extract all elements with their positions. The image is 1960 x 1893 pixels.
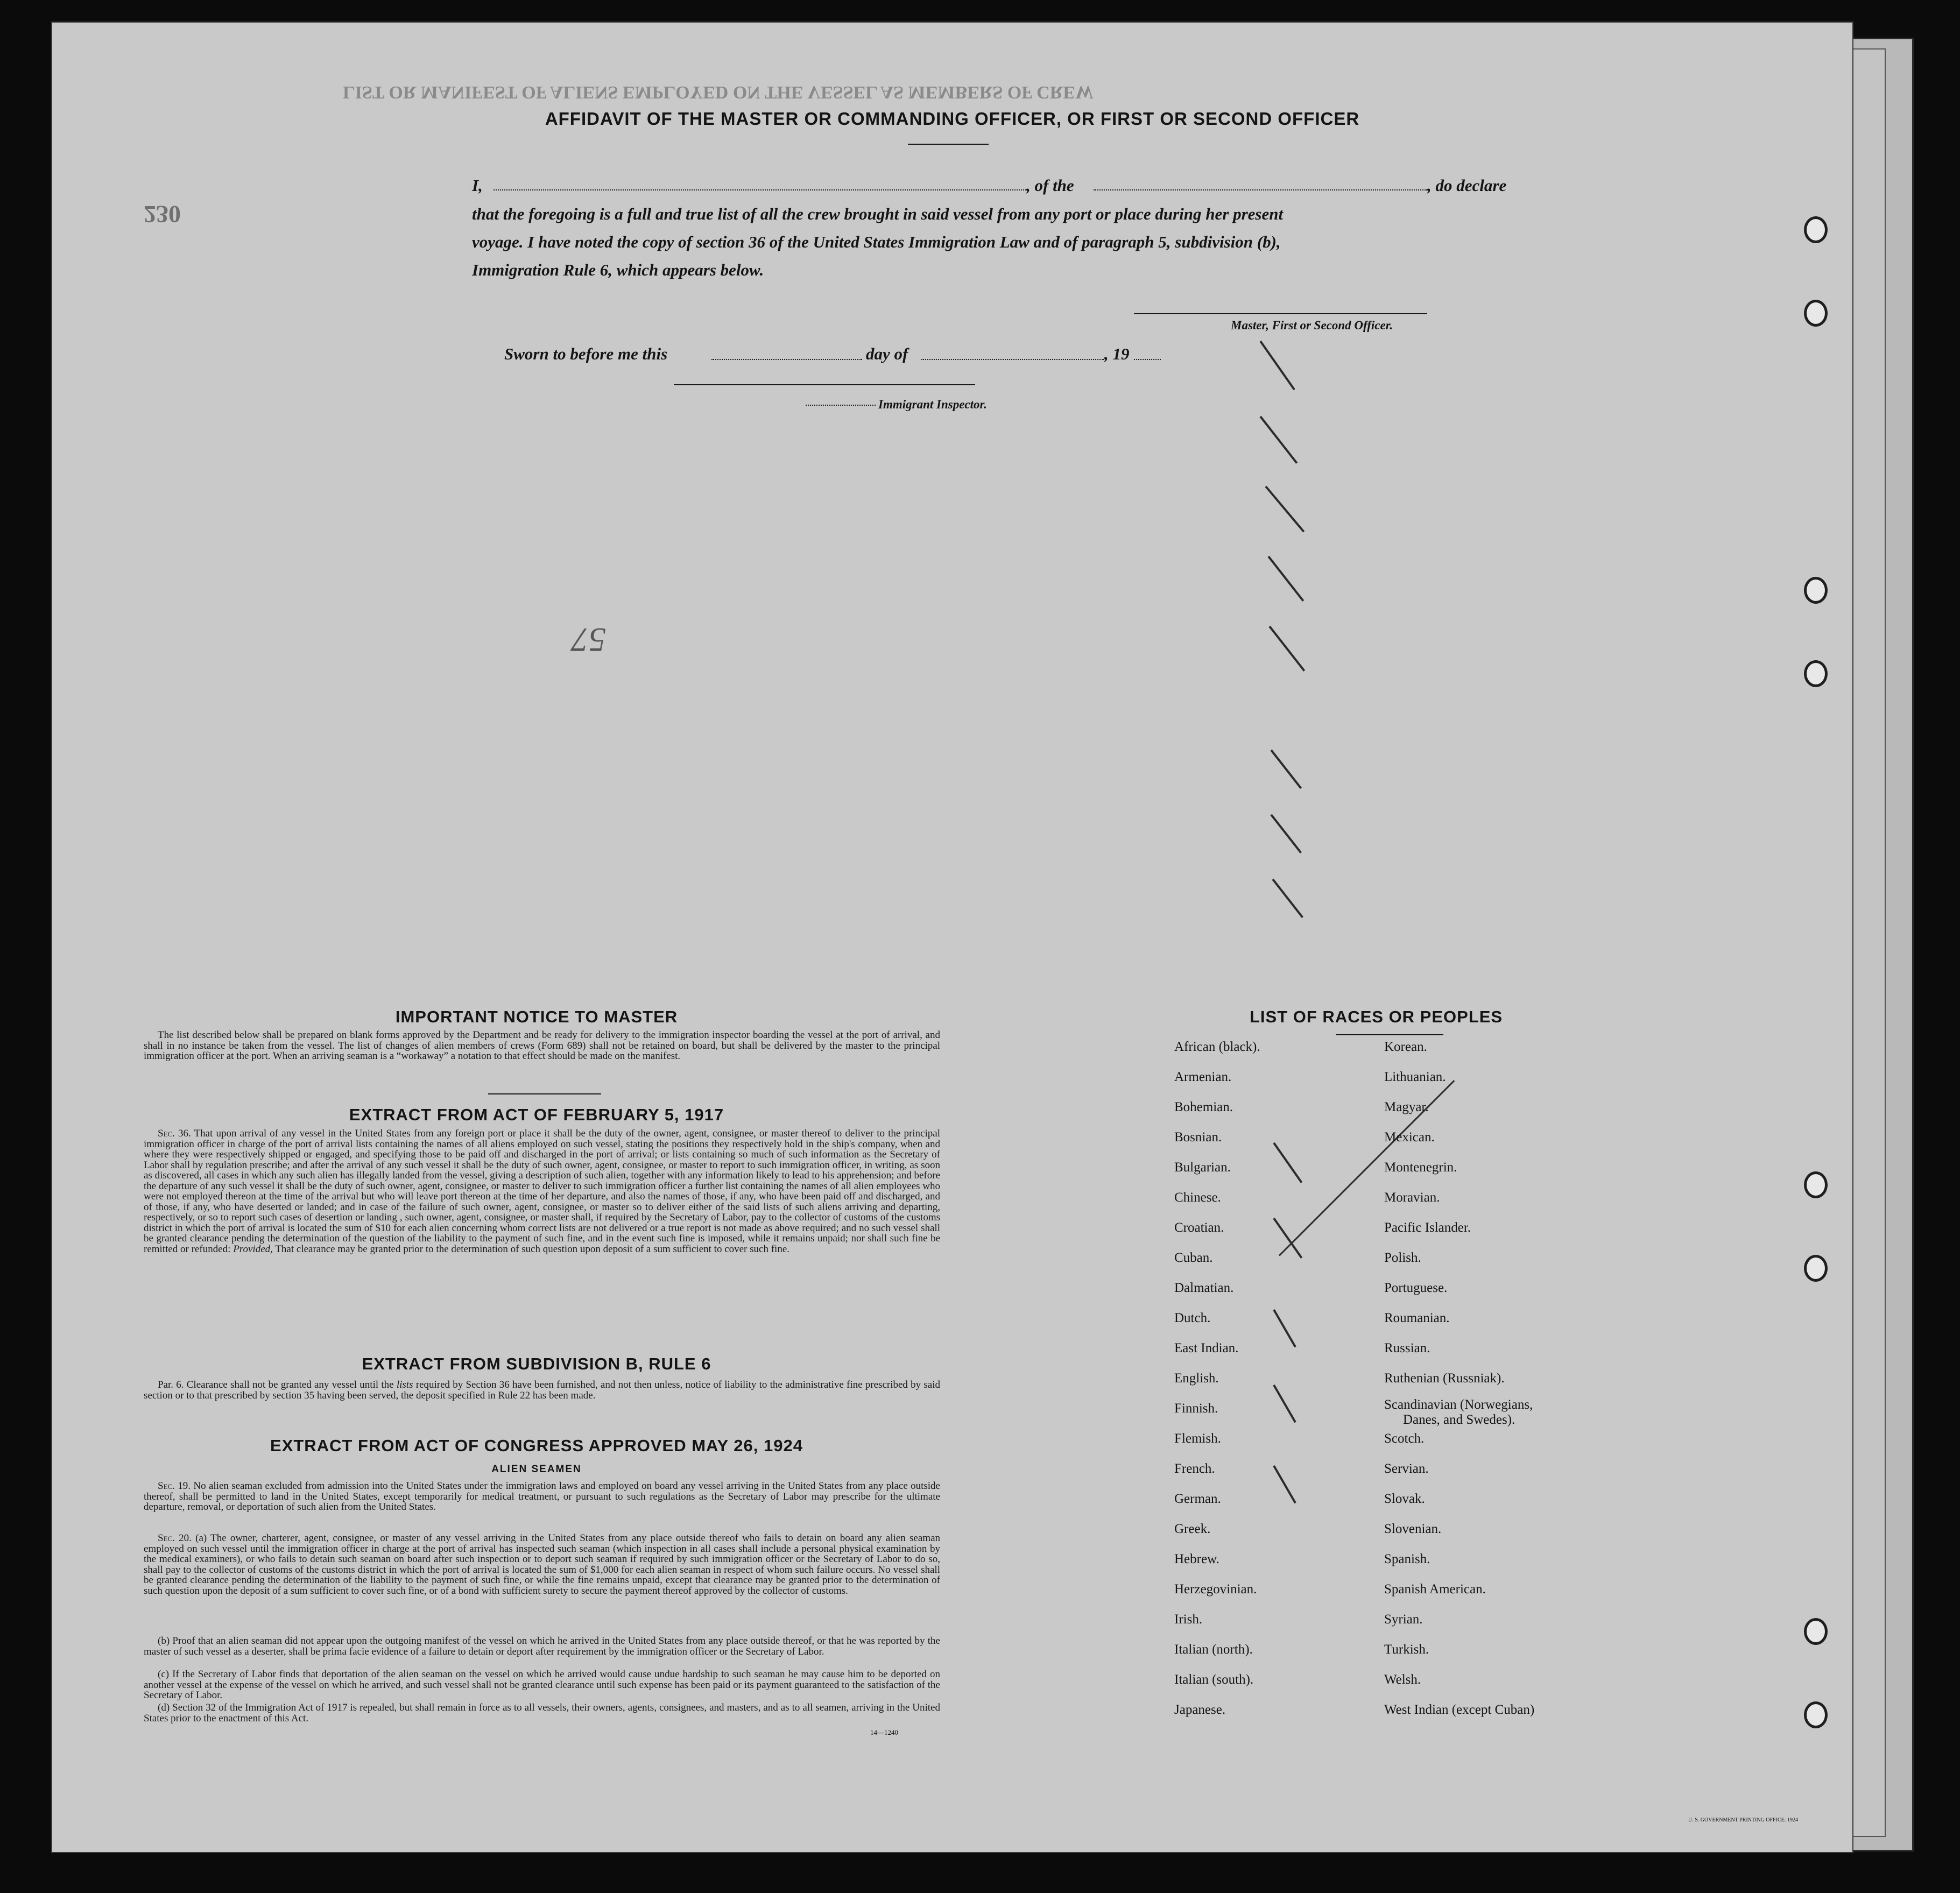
race-item: Roumanian. xyxy=(1384,1311,1450,1325)
race-item: Cuban. xyxy=(1174,1251,1213,1265)
sec20a-text: (a) The owner, charterer, agent, consignee, or master of any vessel arriving in the United States from any place outside thereof who fails to detain on board any alien seaman employed on such vessel until the immigration officer in charge at the port of arrival has inspected such seaman (which inspection in all cases shall include a personal physical examination by the medical examiners), or who fails to detain such seaman on board after such inspection or to deport such seaman if required by such immigration officer or the Secretary of Labor to do so, shall pay to the collector of customs of the customs district in which the port of arrival is located the sum of $1,000 for each alien seaman in respect of whom such failure occurs. No vessel shall be granted clearance pending the determination of the liability to the payment of such fine, or while the fine remains unpaid, except that clearance may be granted prior to the determination of such question upon the deposit of a sum sufficient to cover such fine, or of a bond with sufficient surety to secure the payment thereof approved by the collector of customs. xyxy=(144,1532,941,1597)
race-item: French. xyxy=(1174,1461,1215,1476)
race-item: Danes, and Swedes). xyxy=(1403,1412,1515,1427)
check-mark xyxy=(1268,626,1305,672)
binder-hole xyxy=(1804,1171,1828,1198)
affidavit-i: I, xyxy=(472,176,483,195)
binder-hole xyxy=(1804,1618,1828,1645)
check-mark xyxy=(1273,1218,1302,1259)
divider xyxy=(488,1093,601,1094)
check-mark xyxy=(1273,1142,1302,1183)
check-mark xyxy=(1259,416,1298,464)
check-mark xyxy=(1273,1309,1296,1347)
race-item: Italian (south). xyxy=(1174,1672,1254,1687)
race-item: Pacific Islander. xyxy=(1384,1220,1471,1235)
race-item: English. xyxy=(1174,1371,1219,1386)
form-number: 14—1240 xyxy=(870,1728,898,1736)
year-text: , 19 xyxy=(1104,344,1130,363)
race-item: Spanish American. xyxy=(1384,1582,1486,1597)
race-item: East Indian. xyxy=(1174,1341,1239,1355)
binder-hole xyxy=(1804,1701,1828,1728)
race-item: Turkish. xyxy=(1384,1642,1429,1657)
binder-hole xyxy=(1804,300,1828,327)
race-item: Slovenian. xyxy=(1384,1522,1442,1536)
inspector-caption: Immigrant Inspector. xyxy=(878,398,987,411)
binder-hole xyxy=(1804,216,1828,243)
affidavit-line-2: that the foregoing is a full and true list of all the crew brought in said vessel from any port or place during her present xyxy=(472,204,1284,223)
affidavit-title: AFFIDAVIT OF THE MASTER OR COMMANDING OFFICER, OR FIRST OR SECOND OFFICER xyxy=(545,109,1360,129)
rule6-text-b: required by Section 36 have been furnished, and not then unless, notice of liability to the administrative fine prescribed by said section or to that prescribed by section 35 having been served, the deposit specified in Rule 22 has been made. xyxy=(144,1379,941,1401)
extract-1917-text-end: That clearance may be granted prior to the determination of such question upon deposit of a sum sufficient to cover such fine. xyxy=(275,1243,789,1255)
affidavit-of-the: , of the xyxy=(1026,176,1074,195)
race-item: Bosnian. xyxy=(1174,1130,1222,1145)
notice-body: The list described below shall be prepared on blank forms approved by the Department and be ready for delivery to the immigration inspector boarding the vessel at the port of arrival, and shall in no instance be taken from the vessel. The list of changes of alien members of crews (Form 689) shall not be retained on board, but shall be delivered by the master to the principal immigration officer at the port. When an arriving seaman is a “workaway” a notation to that effect should be made on the manifest. xyxy=(144,1029,940,1062)
act-1924-sec20d: (d) Section 32 of the Immigration Act of 1917 is repealed, but shall remain in force as to all vessels, their owners, agents, consignees, and masters, and as to all seamen, arriving in the United States prior to the enactment of this Act. xyxy=(144,1702,940,1724)
check-mark xyxy=(1267,556,1304,602)
check-mark xyxy=(1272,879,1303,918)
check-mark xyxy=(1270,750,1302,789)
race-item: Moravian. xyxy=(1384,1190,1440,1205)
master-signature-line[interactable] xyxy=(1134,313,1427,314)
handwritten-number: 57 xyxy=(572,621,606,659)
race-item: Montenegrin. xyxy=(1384,1160,1457,1175)
race-item: Slovak. xyxy=(1384,1492,1425,1506)
race-item: Servian. xyxy=(1384,1461,1429,1476)
extract-1917-title: EXTRACT FROM ACT OF FEBRUARY 5, 1917 xyxy=(349,1105,724,1124)
act-1924-sec20a xyxy=(144,1533,940,1596)
race-item: Bohemian. xyxy=(1174,1100,1233,1114)
section-label: Sec. 36. xyxy=(158,1128,191,1139)
notice-title: IMPORTANT NOTICE TO MASTER xyxy=(395,1007,678,1026)
check-mark xyxy=(1273,1465,1296,1503)
race-item: Croatian. xyxy=(1174,1220,1224,1235)
check-mark xyxy=(1259,341,1295,390)
check-mark xyxy=(1273,1385,1296,1423)
inspector-dash xyxy=(806,405,876,406)
race-item: Magyar. xyxy=(1384,1100,1429,1114)
race-item: Finnish. xyxy=(1174,1401,1218,1416)
race-item: Scandinavian (Norwegians, xyxy=(1384,1397,1533,1412)
race-item: Flemish. xyxy=(1174,1431,1221,1446)
affidavit-line-3: voyage. I have noted the copy of section 36 of the United States Immigration Law and of paragraph 5, subdivision (b), xyxy=(472,232,1281,251)
master-caption: Master, First or Second Officer. xyxy=(1231,319,1393,332)
binder-hole xyxy=(1804,1255,1828,1282)
sworn-text: Sworn to before me this xyxy=(504,344,668,363)
form-sheet xyxy=(51,22,1853,1853)
inspector-signature-line[interactable] xyxy=(674,384,975,385)
lists-word: lists xyxy=(396,1379,413,1390)
race-item: Hebrew. xyxy=(1174,1552,1219,1566)
section-label: Sec. 20. xyxy=(158,1532,192,1544)
day-blank[interactable] xyxy=(711,359,862,360)
rule6-text-a: Par. 6. Clearance shall not be granted any vessel until the xyxy=(158,1379,394,1390)
race-item: Spanish. xyxy=(1384,1552,1430,1566)
race-item: Welsh. xyxy=(1384,1672,1421,1687)
race-item: African (black). xyxy=(1174,1040,1260,1054)
gpo-imprint: U. S. GOVERNMENT PRINTING OFFICE: 1924 xyxy=(1688,1817,1798,1823)
day-of-text: day of xyxy=(866,344,908,363)
race-item: Russian. xyxy=(1384,1341,1430,1355)
race-item: Dalmatian. xyxy=(1174,1281,1234,1295)
race-item: Italian (north). xyxy=(1174,1642,1253,1657)
race-item: Lithuanian. xyxy=(1384,1070,1446,1084)
act-1924-subtitle: ALIEN SEAMEN xyxy=(491,1464,582,1475)
race-item: Chinese. xyxy=(1174,1190,1221,1205)
check-mark xyxy=(1265,486,1305,533)
act-1924-sec20b: (b) Proof that an alien seaman did not appear upon the outgoing manifest of the vessel on which he arrived in the United States from any place outside thereof, or that he was reported by the master of such vessel as a deserter, shall be prima facie evidence of a failure to detain or deport after requirement by the immigration officer or the Secretary of Labor. xyxy=(144,1635,940,1657)
extract-1917-text: That upon arrival of any vessel in the United States from any foreign port or place it shall be the duty of the owner, agent, consignee, or master thereof to deliver to the principal immigration officer in charge of the port of arrival lists containing the names of all aliens employed on such vessel, stating the positions they respectively hold in the ship's company, when and where they were respectively shipped or engaged, and specifying those to be paid off and discharged in the port of arrival; or lists containing so much of such information as the Secretary of Labor shall by regulation prescribe; and after the arrival of any such vessel it shall be the duty of such owner, agent, consignee, or master to report to such immigration officer, in writing, as soon as discovered, all cases in which any such alien has illegally landed from the vessel, giving a description of such alien, together with any information likely to lead to his apprehension; and before the departure of any such vessel it shall be the duty of such owner, agent, consignee, or master to deliver to such immigration officer a further list containing the names of all alien employees who were not employed thereon at the time of the arrival but who will leave port thereon at the time of her departure, and also the names of those, if any, who have been paid off and discharged, and of those, if any, who have deserted or landed; and in case of the failure of such owner, agent, consignee, or master so to deliver either of the said lists of such aliens arriving and departing, respectively, or so to report such cases of desertion or landing , such owner, agent, consignee, or master shall, if required by the Secretary of Labor, pay to the collector of customs of the customs district in which the port of arrival is located the sum of $10 for each alien concerning whom correct lists are not delivered or a true report is not made as above required; and no such vessel shall be granted clearance pending the determination of the question of the liability to the payment of such fine, and in the event such fine is imposed, while it remains unpaid; nor shall such fine be remitted or refunded: xyxy=(144,1128,940,1255)
race-item: Ruthenian (Russniak). xyxy=(1384,1371,1505,1386)
year-blank[interactable] xyxy=(1134,359,1161,360)
race-item: Bulgarian. xyxy=(1174,1160,1231,1175)
binder-hole xyxy=(1804,660,1828,687)
race-item: Herzegovinian. xyxy=(1174,1582,1257,1597)
check-mark xyxy=(1270,814,1302,853)
race-item: Mexican. xyxy=(1384,1130,1435,1145)
rule6-title: EXTRACT FROM SUBDIVISION B, RULE 6 xyxy=(362,1354,711,1373)
extract-1917-body xyxy=(144,1128,940,1254)
rule6-body xyxy=(144,1380,940,1401)
name-blank[interactable] xyxy=(493,189,1026,190)
race-item: West Indian (except Cuban) xyxy=(1384,1703,1535,1717)
races-title: LIST OF RACES OR PEOPLES xyxy=(1250,1007,1503,1026)
affidavit-line-4: Immigration Rule 6, which appears below. xyxy=(472,260,764,279)
vessel-blank[interactable] xyxy=(1094,189,1427,190)
race-item: Portuguese. xyxy=(1384,1281,1448,1295)
race-item: Scotch. xyxy=(1384,1431,1425,1446)
bleed-through-page-number: 230 xyxy=(144,201,181,228)
title-underline xyxy=(908,144,989,145)
binder-hole xyxy=(1804,577,1828,604)
race-item: Armenian. xyxy=(1174,1070,1232,1084)
act-1924-sec20c: (c) If the Secretary of Labor finds that deportation of the alien seaman on the vessel on which he arrived would cause undue hardship to such seaman he may cause him to be deported on another vessel at the expense of the vessel on which he arrived, and such vessel shall not be granted clearance until such expense has been paid or its payment guaranteed to the satisfaction of the Secretary of Labor. xyxy=(144,1669,940,1701)
race-item: Korean. xyxy=(1384,1040,1427,1054)
race-item: Syrian. xyxy=(1384,1612,1423,1627)
race-item: Irish. xyxy=(1174,1612,1203,1627)
race-item: Japanese. xyxy=(1174,1703,1226,1717)
race-item: Polish. xyxy=(1384,1251,1421,1265)
race-item: German. xyxy=(1174,1492,1221,1506)
race-item: Dutch. xyxy=(1174,1311,1211,1325)
race-item: Greek. xyxy=(1174,1522,1211,1536)
affidavit-declare: , do declare xyxy=(1427,176,1507,195)
act-1924-title: EXTRACT FROM ACT OF CONGRESS APPROVED MAY 26, 1924 xyxy=(270,1436,803,1455)
act-1924-sec19 xyxy=(144,1481,940,1513)
provided-word: Provided, xyxy=(233,1243,273,1255)
section-label: Sec. 19. xyxy=(158,1480,191,1492)
races-underline xyxy=(1336,1034,1443,1035)
bleed-through-title: LIST OR MANIFEST OF ALIENS EMPLOYED ON THE VESSEL AS MEMBERS OF CREW xyxy=(343,82,1094,102)
month-blank[interactable] xyxy=(921,359,1104,360)
sec19-text: No alien seaman excluded from admission into the United States under the immigration laws and employed on board any vessel arriving in the United States from any place outside thereof, shall be permitted to land in the United States, except temporarily for medical treatment, or pursuant to such regulations as the Secretary of Labor may prescribe for the ultimate departure, removal, or deportation of such alien from the United States. xyxy=(144,1480,940,1513)
